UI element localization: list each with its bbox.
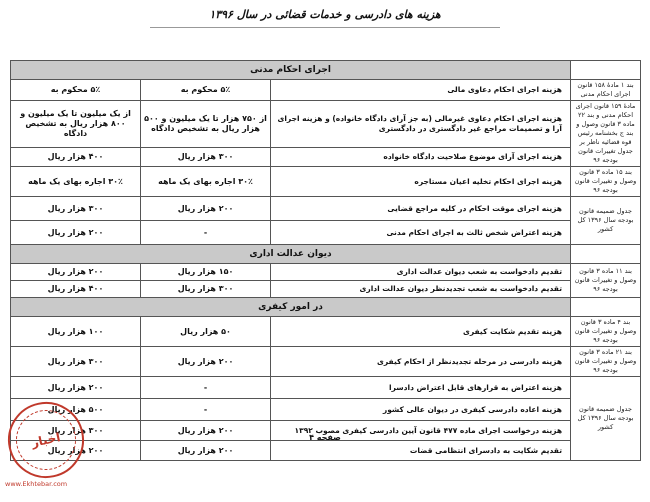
- fee-value-1396: ۱۰۰ هزار ریال: [11, 317, 141, 347]
- legal-reference: بند ۱ مادهٔ ۱۵۸ قانون اجرای احکام مدنی: [571, 80, 641, 101]
- fee-description: هزینه اعاده دادرسی کیفری در دیوان عالی کشور: [271, 399, 571, 421]
- fee-description: هزینه اجرای احکام دعاوی غیرمالی (به جز آرای دادگاه خانواده) و هزینه اجرای آرا و تصمیمات مراجع غیر دادگستری در دادگستری: [271, 101, 571, 148]
- table-row: [11, 147, 641, 166]
- fee-value-1396: ۲۰۰ هزار ریال: [11, 377, 141, 399]
- table-row: [11, 101, 641, 148]
- fee-value-1396: ۲۰۰ هزار ریال: [11, 264, 141, 281]
- fee-value-1396: ۳۰۰ هزار ریال: [11, 197, 141, 221]
- table-row: [11, 197, 641, 221]
- fee-value-1396: ۳۰٪ اجاره بهای یک ماهه: [11, 167, 141, 197]
- legal-reference: مادهٔ ۱۵۹ قانون اجرای احکام مدنی و بند ۲۲ ماده ۳ قانون وصول و بند ج بخشنامه رئیس قوه قضائیه ناظر بر جدول تغییرات قانون بودجه ۹۶: [571, 101, 641, 167]
- page-number: صفحه ۴: [309, 433, 341, 442]
- legal-reference: بند ۱۱ ماده ۳ قانون وصول و تغییرات قانون بودجه ۹۶: [571, 264, 641, 298]
- section-row-admin: [11, 245, 641, 264]
- title-divider: [150, 27, 500, 28]
- section-row-criminal: [11, 298, 641, 317]
- table-row: [11, 221, 641, 245]
- fee-description: تقدیم شکایت به دادسرای انتظامی قضات: [271, 441, 571, 461]
- fee-value-1396: ۴۰۰ هزار ریال: [11, 147, 141, 166]
- fee-value-1396: ۳۰۰ هزار ریال: [11, 347, 141, 377]
- fee-value-1396: ۵٪ محکوم به: [11, 80, 141, 101]
- fee-description: هزینه اعتراض شخص ثالث به اجرای احکام مدنی: [271, 221, 571, 245]
- fee-value-1395: ۵۰ هزار ریال: [141, 317, 271, 347]
- fee-value-1395: ۱۵۰ هزار ریال: [141, 264, 271, 281]
- fee-table: [10, 60, 641, 461]
- fee-value-1396: ۲۰۰ هزار ریال: [11, 221, 141, 245]
- legal-reference: جدول ضمیمه قانون بودجه سال ۱۳۹۶ کل کشور: [571, 377, 641, 461]
- document-title: هزینه های دادرسی و خدمات قضائی در سال ۱۳۹۶: [209, 8, 441, 21]
- fee-value-1396: ۳۰۰ هزار ریال: [11, 421, 141, 441]
- table-row: [11, 317, 641, 347]
- fee-description: هزینه تقدیم شکایت کیفری: [271, 317, 571, 347]
- legal-reference: بند ۱۵ ماده ۳ قانون وصول و تغییرات قانون بودجه ۹۶: [571, 167, 641, 197]
- fee-value-1395: -: [141, 377, 271, 399]
- table-row: [11, 441, 641, 461]
- fee-description: هزینه اعتراض به قرارهای قابل اعتراض دادسرا: [271, 377, 571, 399]
- table-row: [11, 264, 641, 281]
- table-row: [11, 281, 641, 298]
- empty-cell: [571, 298, 641, 317]
- section-title: در امور کیفری: [11, 298, 571, 317]
- fee-description: هزینه اجرای موقت احکام در کلیه مراجع قضایی: [271, 197, 571, 221]
- table-row: [11, 80, 641, 101]
- fee-value-1395: ۲۰۰ هزار ریال: [141, 441, 271, 461]
- table-row: [11, 399, 641, 421]
- stamp-url: www.Ekhtebar.com: [5, 480, 68, 488]
- fee-value-1396: از یک میلیون تا یک میلیون و ۸۰۰ هزار ریال به تشخیص دادگاه: [11, 101, 141, 148]
- section-title: دیوان عدالت اداری: [11, 245, 571, 264]
- section-title: اجرای احکام مدنی: [11, 61, 571, 80]
- fee-description: هزینه دادرسی در مرحله تجدیدنظر از احکام کیفری: [271, 347, 571, 377]
- fee-value-1396: ۵۰۰ هزار ریال: [11, 399, 141, 421]
- fee-value-1395: از ۷۵۰ هزار تا یک میلیون و ۵۰۰ هزار ریال به تشخیص دادگاه: [141, 101, 271, 148]
- fee-description: تقدیم دادخواست به شعب تجدیدنظر دیوان عدالت اداری: [271, 281, 571, 298]
- fee-description: تقدیم دادخواست به شعب دیوان عدالت اداری: [271, 264, 571, 281]
- table-row: [11, 377, 641, 399]
- empty-cell: [571, 245, 641, 264]
- fee-value-1396: ۲۰۰ هزار ریال: [11, 441, 141, 461]
- fee-value-1395: ۲۰۰ هزار ریال: [141, 197, 271, 221]
- fee-value-1395: ۳۰٪ اجاره بهای یک ماهه: [141, 167, 271, 197]
- fee-description: هزینه اجرای آرای موضوع صلاحیت دادگاه خانواده: [271, 147, 571, 166]
- legal-reference: بند ۲۱ ماده ۳ قانون وصول و تغییرات قانون بودجه ۹۶: [571, 347, 641, 377]
- fee-value-1395: ۳۰۰ هزار ریال: [141, 147, 271, 166]
- fee-description: هزینه اجرای احکام تخلیه اعیان مستاجره: [271, 167, 571, 197]
- section-row-civil: [11, 61, 641, 80]
- fee-value-1395: -: [141, 221, 271, 245]
- fee-description: هزینه اجرای احکام دعاوی مالی: [271, 80, 571, 101]
- fee-value-1395: -: [141, 399, 271, 421]
- stamp-text: اخبار: [10, 404, 81, 475]
- fee-value-1395: ۲۰۰ هزار ریال: [141, 421, 271, 441]
- empty-cell: [571, 61, 641, 80]
- table-row: [11, 167, 641, 197]
- legal-reference: بند ۴ ماده ۳ قانون وصول و تغییرات قانون بودجه ۹۶: [571, 317, 641, 347]
- table-row: [11, 347, 641, 377]
- fee-value-1396: ۴۰۰ هزار ریال: [11, 281, 141, 298]
- fee-value-1395: ۵٪ محکوم به: [141, 80, 271, 101]
- fee-value-1395: ۳۰۰ هزار ریال: [141, 281, 271, 298]
- fee-description: هزینه درخواست اجرای ماده ۴۷۷ قانون آیین دادرسی کیفری مصوب ۱۳۹۲: [271, 421, 571, 441]
- legal-reference: جدول ضمیمه قانون بودجه سال ۱۳۹۶ کل کشور: [571, 197, 641, 245]
- fee-value-1395: ۲۰۰ هزار ریال: [141, 347, 271, 377]
